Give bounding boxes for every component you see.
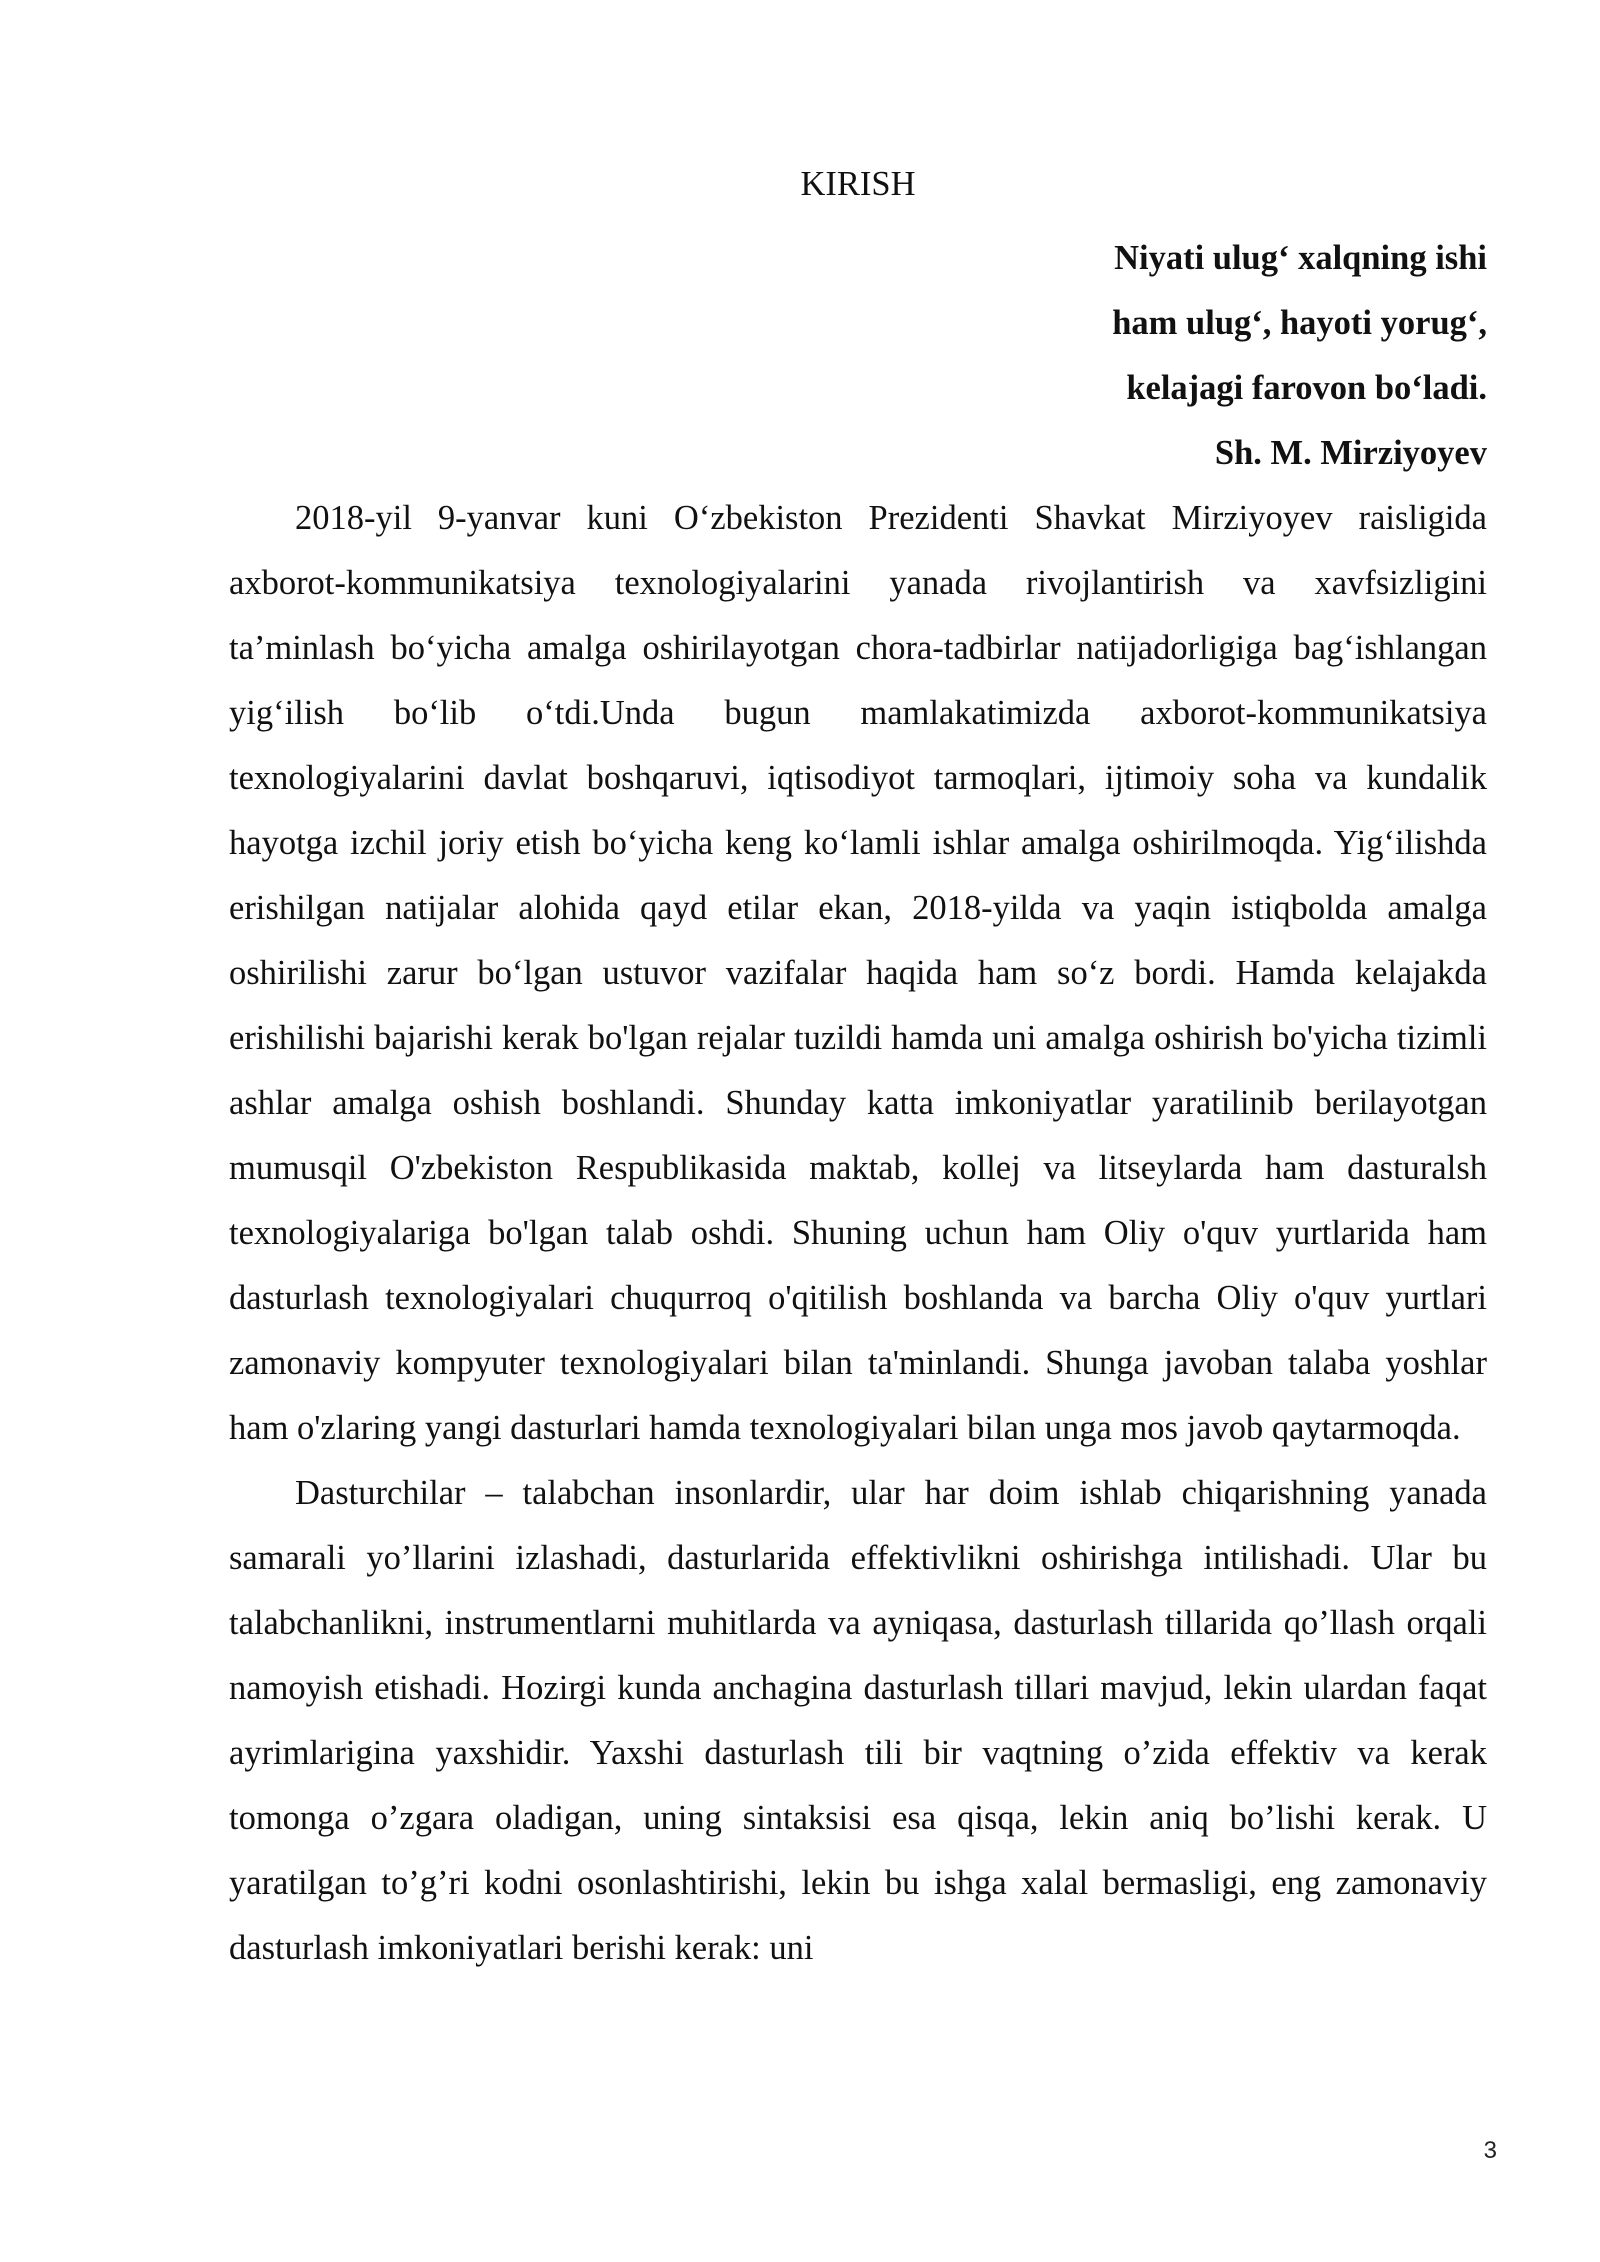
epigraph-line: kelajagi farovon bo‘ladi. (1126, 369, 1487, 407)
epigraph-line: Niyati ulug‘ xalqning ishi (1114, 239, 1487, 277)
body-paragraph: Dasturchilar – talabchan insonlardir, ular har doim ishlab chiqarishning yanada samarali yo’llarini izlashadi, dasturlarida effektivlikni oshirishga intilishadi. Ular bu talabchanlikni, instrumentlarni muhitlarda va ayniqasa, dasturlash tillarida qo’llash orqali namoyish etishadi. Hozirgi kunda anchagina dasturlash tillari mavjud, lekin ulardan faqat ayrimlarigina yaxshidir. Yaxshi dasturlash tili bir vaqtning o’zida effektiv va kerak tomonga o’zgara oladigan, uning sintaksisi esa qisqa, lekin aniq bo’lishi kerak. U yaratilgan to’g’ri kodni osonlashtirishi, lekin bu ishga xalal bermasligi, eng zamonaviy dasturlash imkoniyatlari berishi kerak: uni (229, 1474, 1487, 1967)
section-heading: KIRISH (800, 165, 916, 203)
epigraph-line: ham ulug‘, hayoti yorug‘, (1112, 304, 1487, 342)
epigraph-author: Sh. M. Mirziyoyev (1214, 434, 1487, 472)
page-content (229, 160, 1487, 1981)
epigraph (229, 226, 1487, 486)
body-paragraph: 2018-yil 9-yanvar kuni O‘zbekiston Prezidenti Shavkat Mirziyoyev raisligida axborot-kommunikatsiya texnologiyalarini yanada rivojlantirish va xavfsizligini ta’minlash bo‘yicha amalga oshirilayotgan chora-tadbirlar natijadorligiga bag‘ishlangan yig‘ilish bo‘lib o‘tdi.Unda bugun mamlakatimizda axborot-kommunikatsiya texnologiyalarini davlat boshqaruvi, iqtisodiyot tarmoqlari, ijtimoiy soha va kundalik hayotga izchil joriy etish bo‘yicha keng ko‘lamli ishlar amalga oshirilmoqda. Yig‘ilishda erishilgan natijalar alohida qayd etilar ekan, 2018-yilda va yaqin istiqbolda amalga oshirilishi zarur bo‘lgan ustuvor vazifalar haqida ham so‘z bordi. Hamda kelajakda erishilishi bajarishi kerak bo'lgan rejalar tuzildi hamda uni amalga oshirish bo'yicha tizimli ashlar amalga oshish boshlandi. Shunday katta imkoniyatlar yaratilinib berilayotgan mumusqil O'zbekiston Respublikasida maktab, kollej va litseylarda ham dasturalsh texnologiyalariga bo'lgan talab oshdi. Shuning uchun ham Oliy o'quv yurtlarida ham dasturlash texnologiyalari chuqurroq o'qitilish boshlanda va barcha Oliy o'quv yurtlari zamonaviy kompyuter texnologiyalari bilan ta'minlandi. Shunga javoban talaba yoshlar ham o'zlaring yangi dasturlari hamda texnologiyalari bilan unga mos javob qaytarmoqda. (229, 499, 1487, 1447)
page-number: 3 (1483, 2137, 1497, 2164)
